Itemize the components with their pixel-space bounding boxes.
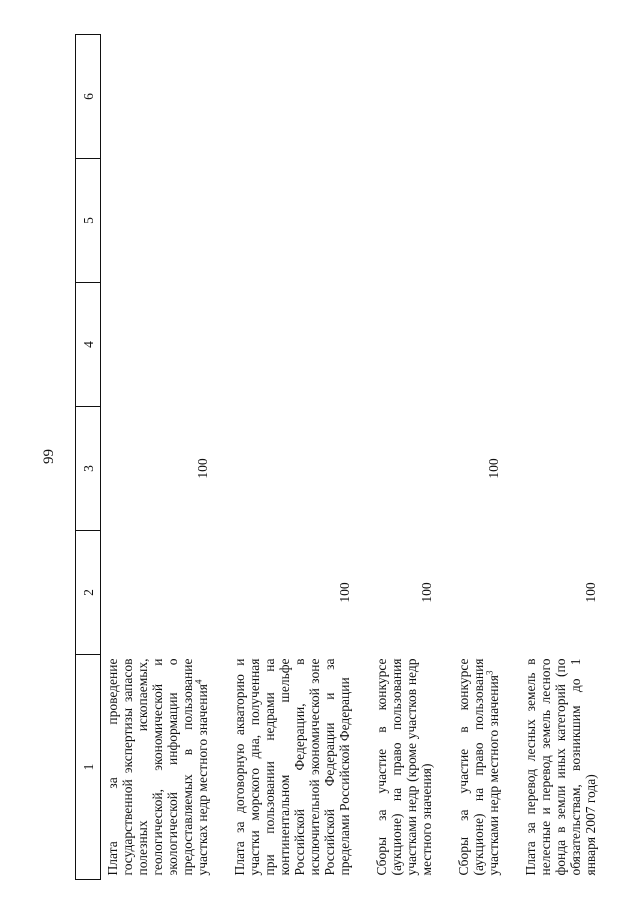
row-description: Плата за проведение государственной экспертизы запасов полезных ископаемых, геологической, экономической и экологической информации о предоставляемых в пользование участках недр местного значения$^4$ — [105, 658, 210, 876]
column-header: 1 — [76, 655, 101, 880]
table-header-row — [76, 35, 101, 880]
cell-col3: 100 — [486, 458, 501, 479]
table-row — [370, 35, 452, 880]
cell-col3 — [228, 407, 370, 531]
cell-col2: 100 — [337, 582, 352, 603]
cell-col3 — [519, 407, 604, 531]
column-header: 5 — [76, 159, 101, 283]
footnote-marker: 3 — [484, 670, 495, 676]
cell-col5 — [370, 159, 452, 283]
cell-col4 — [101, 283, 229, 407]
column-header: 6 — [76, 35, 101, 159]
cell-col6 — [228, 35, 370, 159]
table-row — [519, 35, 604, 880]
column-header: 2 — [76, 531, 101, 655]
row-description: Плата за перевод лесных земель в нелесные и перевод земель лесного фонда в земли иных категорий (по обязательствам, возникшим до 1 января 2007 года) — [523, 658, 598, 876]
cell-col3: 100 — [195, 458, 210, 479]
cell-col5 — [101, 159, 229, 283]
rotated-table-container — [75, 35, 598, 880]
revenue-distribution-table — [75, 34, 604, 880]
cell-col2 — [101, 531, 229, 655]
row-description: Сборы за участие в конкурсе (аукционе) на право пользования участками недр местного значения$^3$ — [456, 658, 501, 876]
table-row — [228, 35, 370, 880]
cell-col6 — [519, 35, 604, 159]
column-header: 4 — [76, 283, 101, 407]
cell-col5 — [452, 159, 519, 283]
cell-col5 — [519, 159, 604, 283]
cell-col4 — [370, 283, 452, 407]
cell-col6 — [452, 35, 519, 159]
cell-col6 — [101, 35, 229, 159]
page-number: 99 — [41, 449, 57, 464]
row-description: Сборы за участие в конкурсе (аукционе) на право пользования участками недр (кроме участков недр местного значения) — [374, 658, 434, 876]
table-row — [452, 35, 519, 880]
cell-col2 — [452, 531, 519, 655]
cell-col4 — [452, 283, 519, 407]
column-header: 3 — [76, 407, 101, 531]
cell-col2: 100 — [583, 582, 598, 603]
table-row — [101, 35, 229, 880]
row-description: Плата за договорную акваторию и участки морского дна, полученная при пользовании недрами на континентальном шельфе Российской Федерации, в исключительной экономической зоне Российской Федерации и за пределами Российской Федерации — [232, 658, 352, 876]
cell-col5 — [228, 159, 370, 283]
cell-col6 — [370, 35, 452, 159]
footnote-marker: 4 — [193, 679, 204, 685]
cell-col2: 100 — [419, 582, 434, 603]
cell-col4 — [519, 283, 604, 407]
cell-col4 — [228, 283, 370, 407]
cell-col3 — [370, 407, 452, 531]
